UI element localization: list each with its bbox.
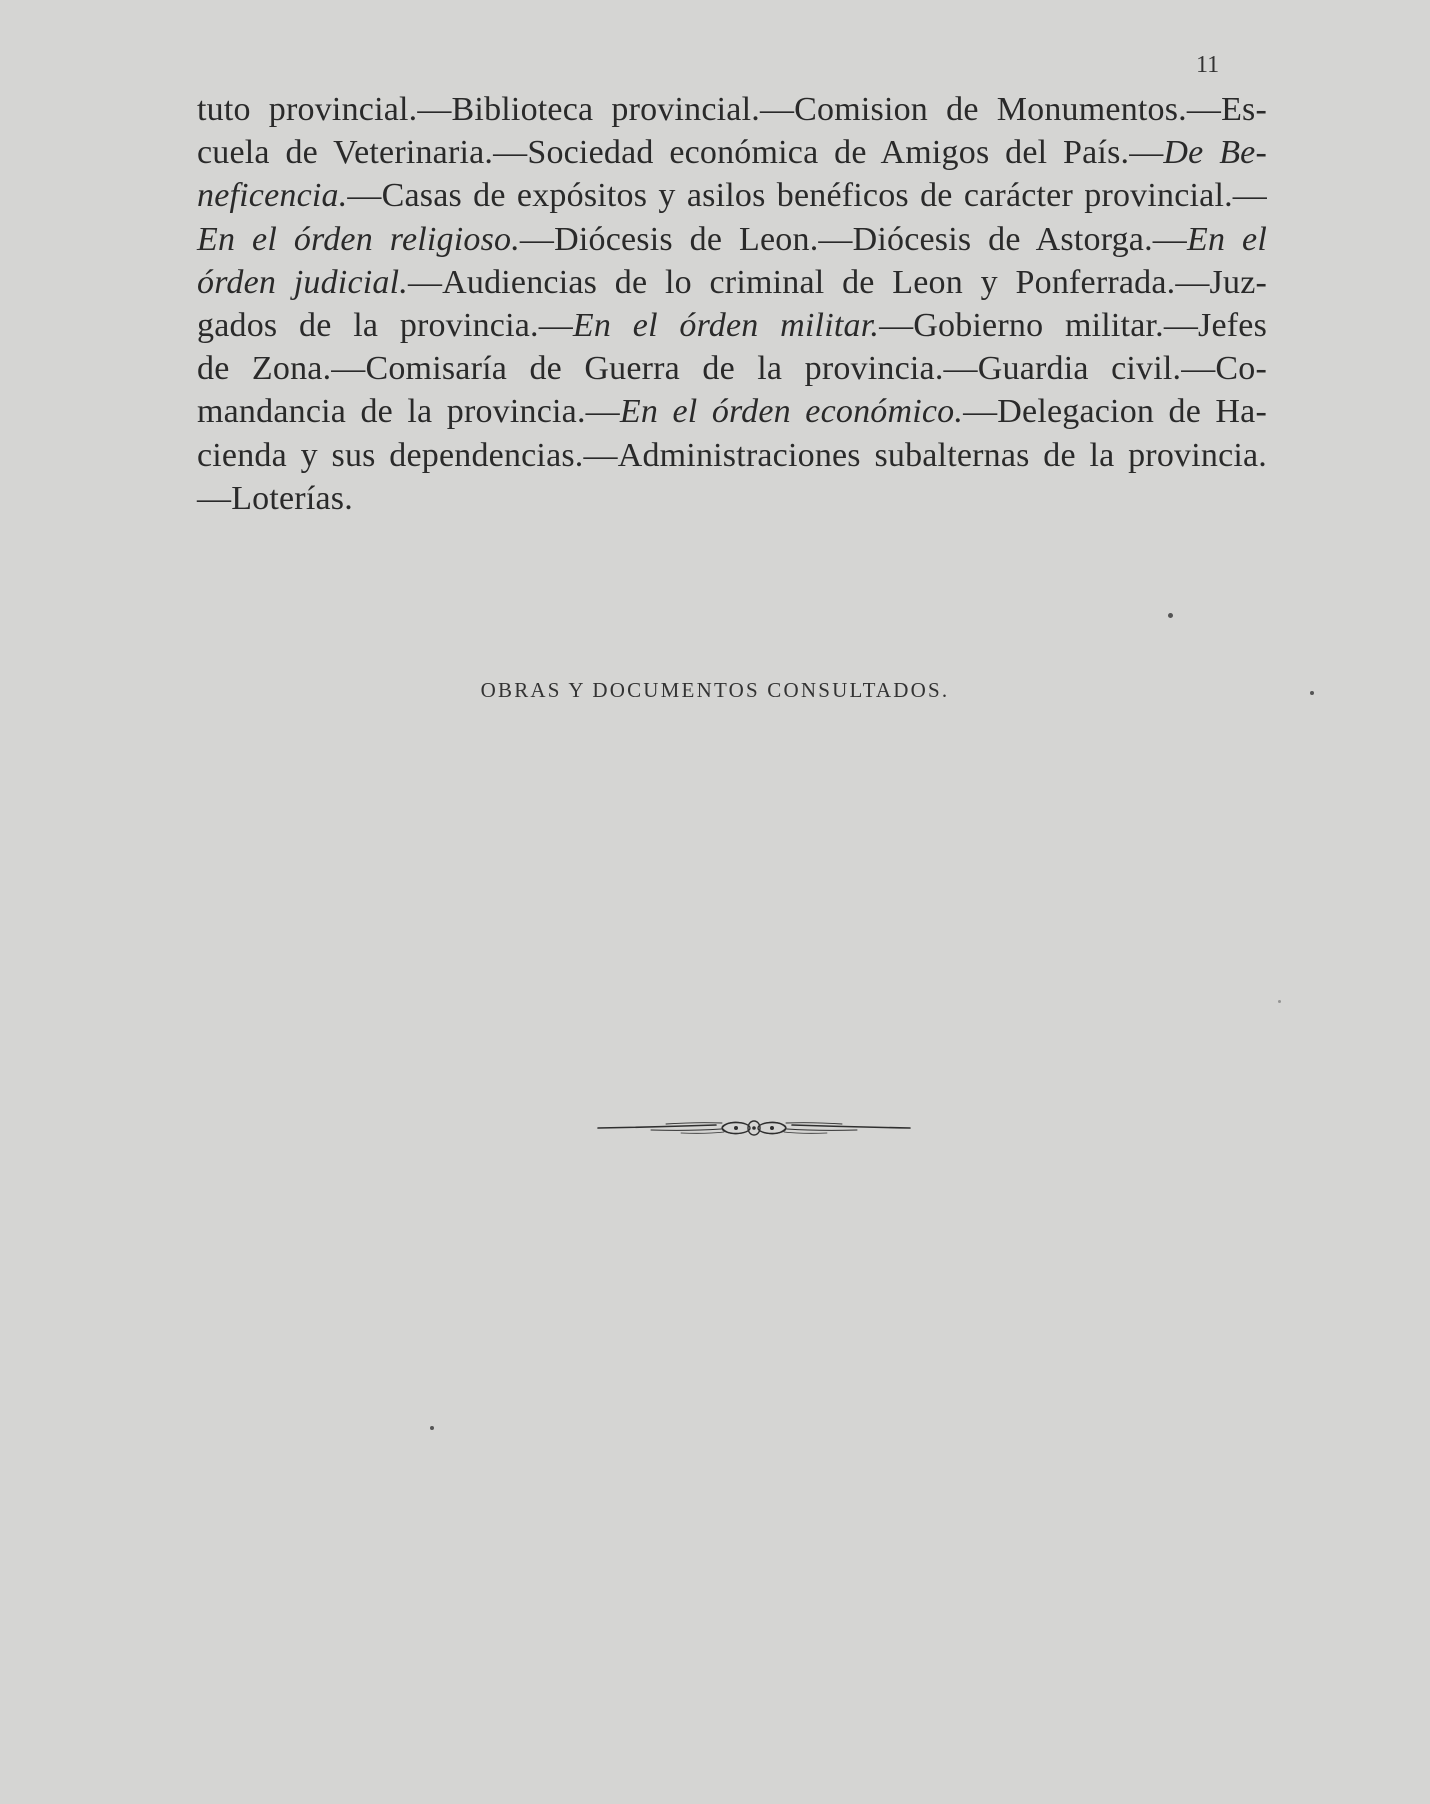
text-line xyxy=(197,434,1267,477)
page-number: 11 xyxy=(1196,52,1220,78)
italic-heading-segment: En el órden religioso. xyxy=(197,220,520,258)
text-line xyxy=(197,347,1267,390)
text-segment: —Loterías. xyxy=(197,479,353,517)
text-line xyxy=(197,131,1267,174)
text-segment: —Gobierno militar.—Jefes xyxy=(879,306,1267,344)
text-segment: —Casas de expósitos y asilos benéficos de carácter provincial.— xyxy=(347,177,1267,215)
text-line xyxy=(197,218,1267,261)
text-segment: cienda y sus dependencias.—Administraciones subalternas de la provincia. xyxy=(197,436,1267,474)
text-line xyxy=(197,88,1267,131)
text-segment: cuela de Veterinaria.—Sociedad económica de Amigos del País.— xyxy=(197,134,1164,172)
paper-speck xyxy=(430,1426,434,1430)
text-segment: —Delegacion de Ha- xyxy=(963,393,1267,431)
text-line xyxy=(197,477,1267,520)
text-segment: de Zona.—Comisaría de Guerra de la provincia.—Guardia civil.—Co- xyxy=(197,350,1267,388)
text-segment: —Audiencias de lo criminal de Leon y Ponferrada.—Juz- xyxy=(407,263,1268,301)
italic-heading-segment: En el xyxy=(1187,220,1267,258)
text-segment: gados de la provincia.— xyxy=(197,306,573,344)
text-segment: mandancia de la provincia.— xyxy=(197,393,620,431)
italic-heading-segment: En el órden económico. xyxy=(619,393,964,431)
text-line xyxy=(197,174,1267,217)
paper-speck xyxy=(1168,613,1173,618)
section-heading: OBRAS Y DOCUMENTOS CONSULTADOS. xyxy=(480,678,950,702)
italic-heading-segment: neficencia. xyxy=(197,177,348,215)
text-line xyxy=(197,390,1267,433)
text-segment: —Diócesis de Leon.—Diócesis de Astorga.— xyxy=(519,220,1187,258)
paper-speck xyxy=(1310,691,1314,695)
paper-speck xyxy=(1278,1000,1281,1003)
body-paragraph xyxy=(197,88,1267,520)
italic-heading-segment: En el órden militar. xyxy=(572,306,880,344)
text-line xyxy=(197,261,1267,304)
text-line xyxy=(197,304,1267,347)
italic-heading-segment: De Be- xyxy=(1163,134,1267,172)
ornament-divider-icon xyxy=(596,1110,912,1146)
text-segment: tuto provincial.—Biblioteca provincial.—Comision de Monumentos.—Es- xyxy=(197,91,1267,128)
italic-heading-segment: órden judicial. xyxy=(197,263,408,301)
